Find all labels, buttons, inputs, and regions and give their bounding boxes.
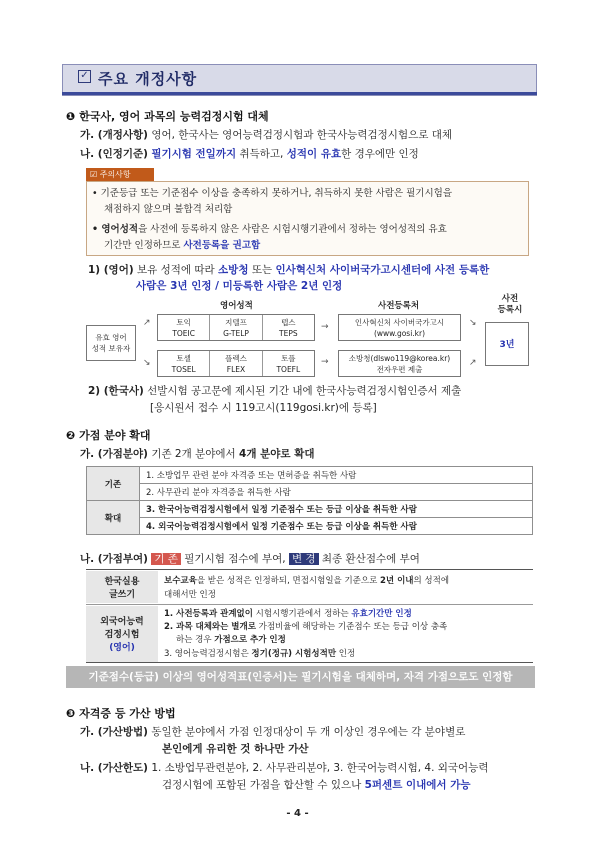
flow-col-english-score: 영어성적 — [220, 301, 253, 311]
exam-flex: 플렉스 FLEX — [210, 351, 262, 376]
arrow-up-right-icon: ↗ — [469, 358, 477, 368]
table-row — [87, 484, 533, 501]
checkbox-icon: ✓ — [78, 70, 91, 83]
table-cell: 4. 외국어능력검정시험에서 일정 기준점수 또는 등급 이상을 취득한 사람 — [140, 518, 533, 535]
registration-gosi: 인사혁신처 사이버국가고시 (www.gosi.kr) — [338, 314, 461, 341]
exam-teps: 텝스 TEPS — [279, 318, 298, 338]
flow-holder-box: 유효 영어 성적 보유자 — [86, 325, 136, 361]
caution-bullet-2-cont: 기간만 인정하므로 사전등록을 권고함 — [104, 240, 261, 251]
s3-na: 나. (가산한도) 1. 소방업무관련분야, 2. 사무관리분야, 3. 한국어능력시험, 4. 외국어능력 — [80, 762, 489, 774]
korean-writing-desc: 보수교육을 받은 성적은 인정하되, 면접시험일을 기준으로 2년 이내의 성적에 — [164, 576, 450, 586]
flow-col-registration: 사전등록처 — [378, 301, 420, 311]
s3-ga: 가. (가산방법) 동일한 분야에서 가점 인정대상이 두 개 이상인 경우에는 각 분야별로 — [80, 726, 466, 738]
foreign-rule-3: 3. 영어능력검정시험은 정기(정규) 시험성적만 인정 — [164, 649, 356, 659]
section-1-title: ❶ 한국사, 영어 과목의 능력검정시험 대체 — [66, 110, 269, 123]
row-head-korean-writing: 한국실용 글쓰기 — [86, 571, 158, 603]
exam-toeic: 토익 TOEIC — [158, 315, 210, 340]
table-cell: 3. 한국어능력검정시험에서 일정 기준점수 또는 등급 이상을 취득한 사람 — [140, 501, 533, 518]
arrow-right-icon: → — [321, 322, 329, 332]
arrow-right-icon: → — [321, 357, 329, 367]
caution-tab: ☑ 주의사항 — [86, 168, 154, 181]
divider — [86, 662, 533, 663]
table-cell: 2. 사무관리 분야 자격증을 취득한 사람 — [140, 484, 533, 501]
s3-ga-cont: 본인에게 유리한 것 하나만 가산 — [162, 743, 309, 755]
arrow-up-right-icon: ↗ — [143, 318, 151, 328]
row-head-expanded: 확대 — [87, 501, 140, 535]
s2-ga: 가. (가점분야) 기존 2개 분야에서 4개 분야로 확대 — [80, 448, 315, 460]
s1-ga: 가. (개정사항) 영어, 한국사는 영어능력검정시험과 한국사능력검정시험으로 대체 — [80, 129, 453, 141]
table-row — [87, 501, 533, 518]
s1-item1-cont: 사람은 3년 인정 / 미등록한 사람은 2년 인정 — [136, 280, 343, 292]
arrow-down-right-icon: ↘ — [469, 318, 477, 328]
section-2-title: ❷ 가점 분야 확대 — [66, 429, 151, 442]
caution-bullet-1-cont: 채점하지 않으며 불합격 처리함 — [104, 204, 233, 215]
exam-tosel: 토셀 TOSEL — [158, 351, 210, 376]
exam-gtelp: 지텔프 G-TELP — [210, 315, 262, 340]
table-row — [87, 467, 533, 484]
exam-group-bottom — [157, 350, 315, 377]
s1-item2: 2) (한국사) 선발시험 공고문에 제시된 기간 내에 한국사능력검정시험인증서 제출 — [88, 385, 462, 397]
korean-writing-desc-cont: 대해서만 인정 — [164, 590, 216, 600]
caution-bullet-2: • 영어성적을 사전에 등록하지 않은 사람은 시험시행기관에서 정하는 영어성적의 유효 — [92, 224, 447, 235]
bonus-fields-table — [86, 466, 533, 535]
section-3-title: ❸ 자격증 등 가산 방법 — [66, 707, 176, 720]
table-cell: 1. 소방업무 관련 분야 자격증 또는 면허증을 취득한 사람 — [140, 467, 533, 484]
note-bar: 기준점수(등급) 이상의 영어성적표(인증서)는 필기시험을 대체하며, 자격 가점으로도 인정함 — [66, 666, 535, 688]
arrow-down-right-icon: ↘ — [143, 358, 151, 368]
exam-toefl: 토플 TOEFL — [276, 354, 301, 374]
flow-col-when-registered: 사전 등록시 — [497, 294, 523, 315]
s2-na: 나. (가점부여) 기 존 필기시험 점수에 부여, 변 경 최종 환산점수에 부여 — [80, 553, 420, 565]
foreign-rule-1: 1. 사전등록과 관계없이 시험시행기관에서 정하는 유효기간만 인정 — [164, 609, 412, 619]
s1-na: 나. (인정기준) 필기시험 전일까지 취득하고, 성적이 유효한 경우에만 인정 — [80, 148, 419, 160]
caution-bullet-1: • 기준등급 또는 기준점수 이상을 충족하지 못하거나, 취득하지 못한 사람은 필기시험을 — [92, 188, 453, 199]
s1-item2-cont: [응시원서 접수 시 119고시(119gosi.kr)에 등록] — [150, 402, 377, 414]
flow-years-box: 3년 — [485, 322, 529, 366]
page-title: 주요 개정사항 — [98, 70, 198, 88]
s1-item1: 1) (영어) 보유 성적에 따라 소방청 또는 인사혁신처 사이버국가고시센터에 사전 등록한 — [88, 264, 490, 276]
table-row — [87, 518, 533, 535]
s3-na-cont: 검정시험에 포함된 가점을 합산할 수 있으나 5퍼센트 이내에서 가능 — [162, 779, 471, 791]
exam-group-top — [157, 314, 315, 341]
divider — [86, 569, 533, 570]
divider — [86, 604, 533, 605]
foreign-rule-2: 2. 과목 대체와는 별개로 가점비율에 해당하는 기준점수 또는 등급 이상 충족 — [164, 622, 448, 632]
foreign-rule-2-cont: 하는 경우 가점으로 추가 인정 — [176, 635, 286, 645]
row-head-foreign-language: 외국어능력 검정시험 (영어) — [86, 606, 158, 662]
registration-fire-agency: 소방청(dlswo119@korea.kr) 전자우편 제출 — [338, 350, 461, 377]
page-number: - 4 - — [286, 808, 309, 819]
row-head-existing: 기존 — [87, 467, 140, 501]
header-underline — [62, 92, 537, 95]
